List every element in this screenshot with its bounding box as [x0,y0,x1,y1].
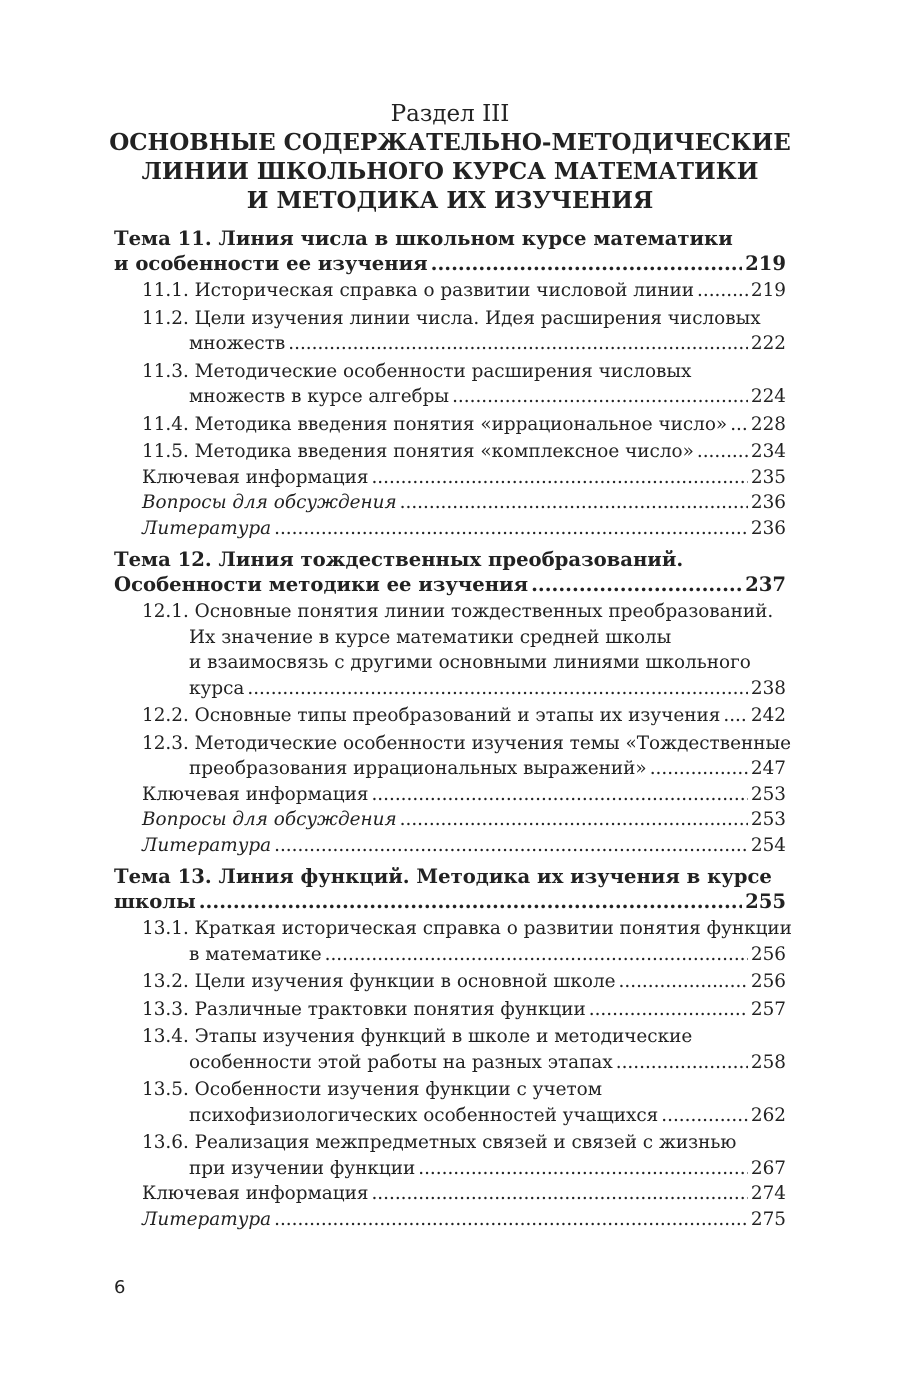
toc-extra-entry [142,807,786,833]
entry-text-line: 13.3. Различные трактовки понятия функции [142,998,586,1020]
dot-leader [274,1207,748,1233]
dot-leader [274,516,748,542]
entry-page-number: 228 [750,413,786,435]
section-title-line: ЛИНИИ ШКОЛЬНОГО КУРСА МАТЕМАТИКИ [141,158,759,185]
dot-leader [452,384,748,410]
entry-last-line [142,331,786,357]
dot-leader [589,997,748,1023]
entry-text-line: 11.1. Историческая справка о развитии числовой линии [142,280,694,301]
entry-page-number: 258 [750,1051,786,1073]
page-number: 6 [114,1277,126,1298]
dot-leader [247,676,748,702]
entry-text-line: Их значение в курсе математики средней школы [189,626,672,648]
entry-text-line: преобразования иррациональных выражений» [189,758,647,779]
topic-title: Тема 13. Линия функций. Методика их изучения в курсе [114,865,772,888]
entry-text-line: особенности этой работы на разных этапах [189,1051,613,1073]
entry-page-number: 256 [750,971,786,992]
topic-page-number: 255 [745,890,786,913]
toc-extra-entry [142,1181,786,1207]
dot-leader [723,703,748,729]
entry-last-line [142,997,786,1023]
entry-text-line: и взаимосвязь с другими основными линиями школьного [189,652,751,673]
entry-text-line: Ключевая информация [142,783,369,805]
entry-page-number: 274 [750,1183,786,1204]
entry-text-line: 11.2. Цели изучения линии числа. Идея расширения числовых [142,307,761,329]
entry-last-line [142,1156,786,1182]
entry-text-line: 13.2. Цели изучения функции в основной школе [142,971,616,992]
entry-text-line: 13.1. Краткая историческая справка о развитии понятия функции [142,918,792,939]
entry-text-line: Вопросы для обсуждения [142,492,397,513]
entry-page-number: 275 [750,1208,786,1230]
entry-last-line [142,703,786,729]
entry-page-number: 235 [750,466,786,488]
toc-entry [142,359,786,410]
dot-leader [616,1050,748,1076]
dot-leader [730,412,748,438]
section-number: Раздел III [390,101,510,127]
dot-leader [697,278,748,304]
entry-text-line: 13.6. Реализация межпредметных связей и связей с жизнью [142,1132,737,1153]
entry-text-line: при изучении функции [189,1157,416,1179]
toc-entry [142,731,791,782]
toc-entry [142,1077,786,1128]
dot-leader [400,490,748,516]
entry-text-line: 11.5. Методика введения понятия «комплексное число» [142,441,694,462]
entry-last-line [142,942,786,968]
entry-page-number: 234 [750,441,786,462]
entry-text-line: 11.3. Методические особенности расширения числовых [142,360,692,382]
dot-leader [371,465,747,491]
entry-last-line [142,439,786,465]
toc-extra-entry [142,465,786,491]
toc-topic [114,226,786,276]
topic-title: Тема 12. Линия тождественных преобразований. [114,548,684,571]
toc-entry [142,599,786,701]
entry-text-line: психофизиологических особенностей учащихся [189,1104,659,1126]
entry-last-line [142,833,786,859]
entry-text-line: Ключевая информация [142,466,369,488]
topic-title-continuation: и особенности ее изучения [114,252,428,275]
dot-leader [418,1156,748,1182]
toc-entry [142,306,786,357]
entry-text-line: 12.1. Основные понятия линии тождественных преобразований. [142,601,774,622]
entry-text-line: Литература [142,1208,272,1230]
toc-entry [142,969,786,995]
toc-extra-entry [142,833,786,859]
entry-text-line: Литература [142,517,272,539]
entry-text-line: 12.3. Методические особенности изучения темы «Тождественные [142,732,791,754]
topic-title-last-line [114,889,786,914]
entry-text-line: 11.4. Методика введения понятия «иррациональное число» [142,413,728,435]
entry-page-number: 224 [750,386,786,407]
dot-leader [400,807,748,833]
dot-leader [371,782,747,808]
entry-last-line [142,782,786,808]
entry-page-number: 256 [750,943,786,965]
dot-leader [697,439,748,465]
entry-text-line: 13.4. Этапы изучения функций в школе и методические [142,1026,693,1047]
entry-last-line [142,1103,786,1129]
toc-entry [142,412,786,438]
toc-entry [142,278,786,304]
entry-page-number: 257 [750,998,786,1020]
entry-page-number: 267 [750,1157,786,1179]
section-title-line: ОСНОВНЫЕ СОДЕРЖАТЕЛЬНО-МЕТОДИЧЕСКИЕ [109,129,791,156]
topic-title-continuation: школы [114,890,196,913]
section-title-line: И МЕТОДИКА ИХ ИЗУЧЕНИЯ [246,187,654,214]
toc-topic [114,547,786,597]
entry-text-line: множеств в курсе алгебры [189,386,450,407]
dot-leader [274,833,748,859]
entry-page-number: 253 [750,783,786,805]
dot-leader [325,942,748,968]
topic-title: Тема 11. Линия числа в школьном курсе математики [114,227,733,250]
entry-text-line: 13.5. Особенности изучения функции с учетом [142,1079,603,1100]
toc-entry [142,439,786,465]
entry-text-line: курса [189,677,245,699]
dot-leader [619,969,748,995]
entry-page-number: 262 [750,1104,786,1126]
dot-leader [431,251,742,276]
section-heading [0,100,900,215]
topic-title-last-line [114,572,786,597]
entry-last-line [142,756,786,782]
entry-page-number: 238 [750,677,786,699]
dot-leader [531,572,742,597]
entry-last-line [142,969,786,995]
topic-page-number: 237 [745,573,786,596]
dot-leader [650,756,748,782]
entry-last-line [142,1050,786,1076]
entry-page-number: 222 [750,333,786,354]
entry-text-line: в математике [189,943,322,965]
topic-title-continuation: Особенности методики ее изучения [114,573,529,596]
toc-entry [142,997,786,1023]
entry-page-number: 219 [750,280,786,301]
entry-page-number: 236 [750,517,786,539]
entry-text-line: Ключевая информация [142,1183,369,1204]
entry-text-line: 12.2. Основные типы преобразований и этапы их изучения [142,705,721,726]
entry-last-line [142,412,786,438]
topic-title-last-line [114,251,786,276]
entry-last-line [142,1207,786,1233]
entry-last-line [142,676,786,702]
toc-entry [142,703,786,729]
entry-page-number: 242 [750,705,786,726]
entry-last-line [142,516,786,542]
dot-leader [371,1181,747,1207]
entry-page-number: 236 [750,492,786,513]
topic-page-number: 219 [745,252,786,275]
entry-text-line: Литература [142,834,272,856]
toc-extra-entry [142,782,786,808]
entry-page-number: 253 [750,809,786,830]
toc-extra-entry [142,490,786,516]
entry-page-number: 254 [750,834,786,856]
entry-last-line [142,465,786,491]
entry-last-line [142,490,786,516]
entry-text-line: Вопросы для обсуждения [142,809,397,830]
toc-entry [142,916,792,967]
entry-last-line [142,1181,786,1207]
toc-extra-entry [142,1207,786,1233]
table-of-contents [114,226,792,1232]
toc-entry [142,1130,786,1181]
entry-last-line [142,278,786,304]
toc-entry [142,1024,786,1075]
toc-extra-entry [142,516,786,542]
entry-last-line [142,384,786,410]
toc-topic [114,864,786,914]
entry-page-number: 247 [750,758,786,779]
dot-leader [288,331,748,357]
dot-leader [661,1103,748,1129]
entry-last-line [142,807,786,833]
entry-text-line: множеств [189,333,286,354]
dot-leader [199,889,742,914]
